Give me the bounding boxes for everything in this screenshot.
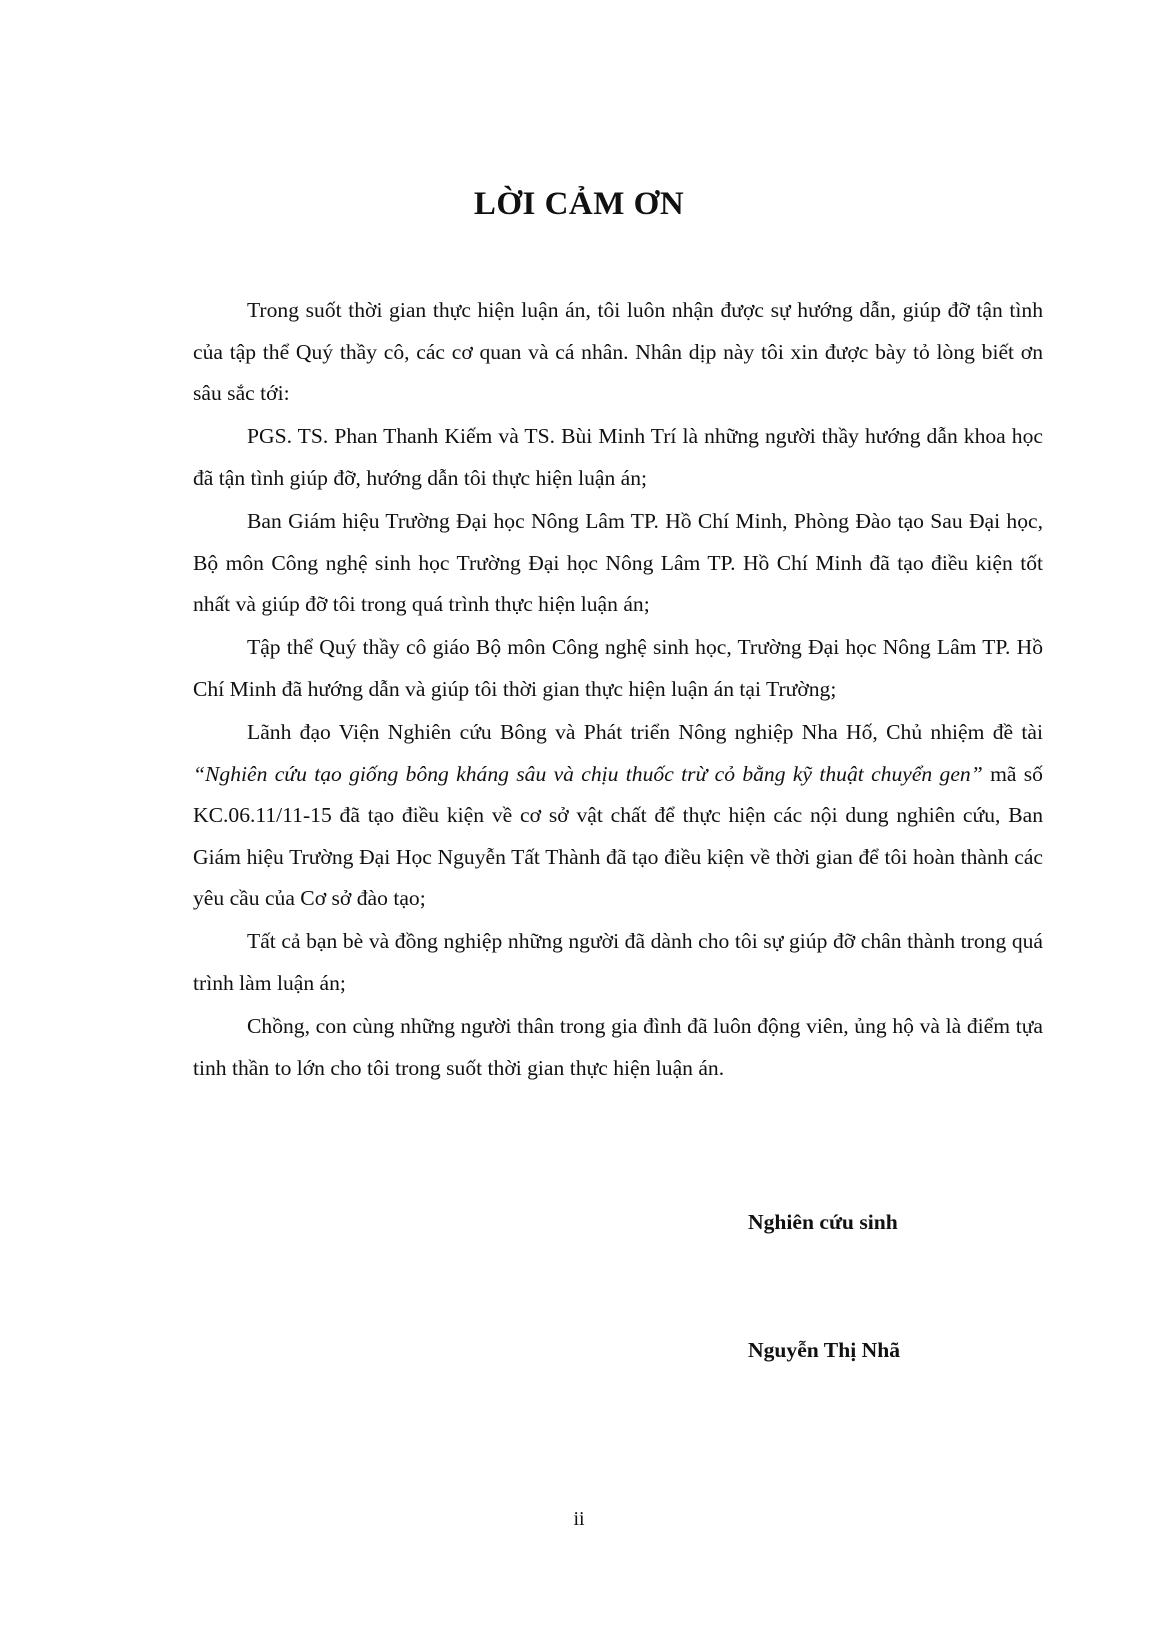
- signature-name: Nguyễn Thị Nhã: [748, 1338, 901, 1362]
- page-title: LỜI CẢM ƠN: [473, 186, 685, 222]
- paragraph-institute: [193, 712, 1043, 920]
- paragraph-family: Chồng, con cùng những người thân trong gia đình đã luôn động viên, ủng hộ và là điểm tựa tinh thần to lớn cho tôi trong suốt thời gian thực hiện luận án.: [193, 1014, 1043, 1080]
- project-title: “Nghiên cứu tạo giống bông kháng sâu và chịu thuốc trừ cỏ bằng kỹ thuật chuyển gen”: [193, 761, 983, 786]
- paragraph-intro: Trong suốt thời gian thực hiện luận án, tôi luôn nhận được sự hướng dẫn, giúp đỡ tận tình của tập thể Quý thầy cô, các cơ quan và cá nhân. Nhân dịp này tôi xin được bày tỏ lòng biết ơn sâu sắc tới:: [193, 298, 1043, 406]
- signature-role: Nghiên cứu sinh: [748, 1210, 898, 1234]
- page-number: ii: [573, 1508, 585, 1530]
- paragraph-institute-end: mã số KC.06.11/11-15 đã tạo điều kiện về cơ sở vật chất để thực hiện các nội dung nghiên cứu, Ban Giám hiệu Trường Đại Học Nguyễn Tất Thành đã tạo điều kiện về thời gian để tôi hoàn thành các yêu cầu của Cơ sở đào tạo;: [193, 761, 1043, 911]
- paragraph-institute-start: Lãnh đạo Viện Nghiên cứu Bông và Phát triển Nông nghiệp Nha Hố, Chủ nhiệm đề tài: [247, 719, 1043, 744]
- paragraph-university: Ban Giám hiệu Trường Đại học Nông Lâm TP. Hồ Chí Minh, Phòng Đào tạo Sau Đại học, Bộ môn Công nghệ sinh học Trường Đại học Nông Lâm TP. Hồ Chí Minh đã tạo điều kiện tốt nhất và giúp đỡ tôi trong quá trình thực hiện luận án;: [193, 508, 1043, 617]
- paragraph-friends: Tất cả bạn bè và đồng nghiệp những người đã dành cho tôi sự giúp đỡ chân thành trong quá trình làm luận án;: [193, 929, 1043, 995]
- paragraph-faculty: Tập thể Quý thầy cô giáo Bộ môn Công nghệ sinh học, Trường Đại học Nông Lâm TP. Hồ Chí Minh đã hướng dẫn và giúp tôi thời gian thực hiện luận án tại Trường;: [193, 635, 1043, 701]
- paragraph-advisors: PGS. TS. Phan Thanh Kiếm và TS. Bùi Minh Trí là những người thầy hướng dẫn khoa học đã tận tình giúp đỡ, hướng dẫn tôi thực hiện luận án;: [193, 424, 1043, 490]
- acknowledgement-body: [193, 290, 1043, 1091]
